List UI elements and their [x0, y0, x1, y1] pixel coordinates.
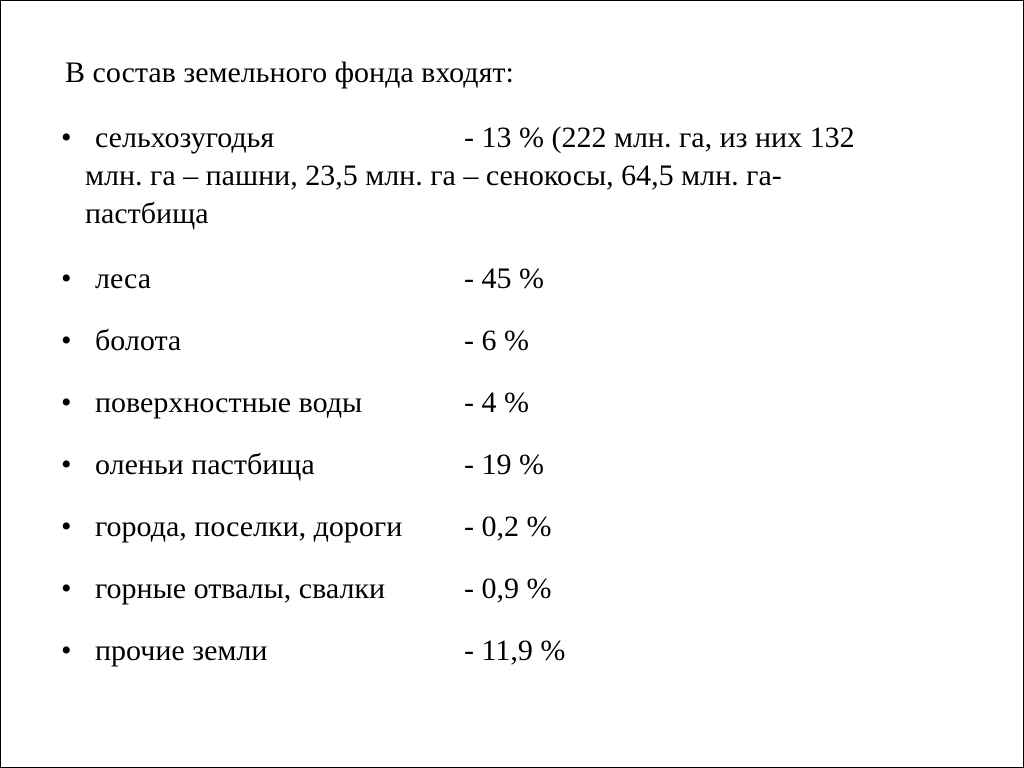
item-name: поверхностные воды	[95, 386, 363, 419]
slide-heading: В состав земельного фонда входят:	[65, 56, 514, 89]
bullet: •	[61, 386, 72, 419]
bullet: •	[61, 324, 72, 357]
item-name: сельхозугодья	[95, 121, 275, 154]
item-value: - 11,9 %	[464, 634, 566, 667]
item-value: - 45 %	[464, 262, 544, 295]
bullet: •	[61, 510, 72, 543]
item-value: - 13 % (222 млн. га, из них 132	[464, 121, 855, 154]
item-value: - 4 %	[464, 386, 529, 419]
item-value: - 0,9 %	[464, 572, 552, 605]
item-value: - 0,2 %	[464, 510, 552, 543]
bullet: •	[61, 634, 72, 667]
item-value: - 19 %	[464, 448, 544, 481]
bullet: •	[61, 262, 72, 295]
item-name: болота	[95, 324, 182, 357]
item-value: - 6 %	[464, 324, 529, 357]
item-name: города, поселки, дороги	[95, 510, 403, 543]
item-name: прочие земли	[95, 634, 268, 667]
bullet: •	[61, 448, 72, 481]
item-continuation-line: пастбища	[85, 197, 209, 230]
bullet: •	[61, 572, 72, 605]
item-name: оленьи пастбища	[95, 448, 315, 481]
item-name: горные отвалы, свалки	[95, 572, 386, 605]
item-name: леса	[95, 262, 152, 295]
bullet: •	[61, 121, 72, 154]
item-continuation-line: млн. га – пашни, 23,5 млн. га – сенокосы, 64,5 млн. га-	[85, 159, 782, 192]
